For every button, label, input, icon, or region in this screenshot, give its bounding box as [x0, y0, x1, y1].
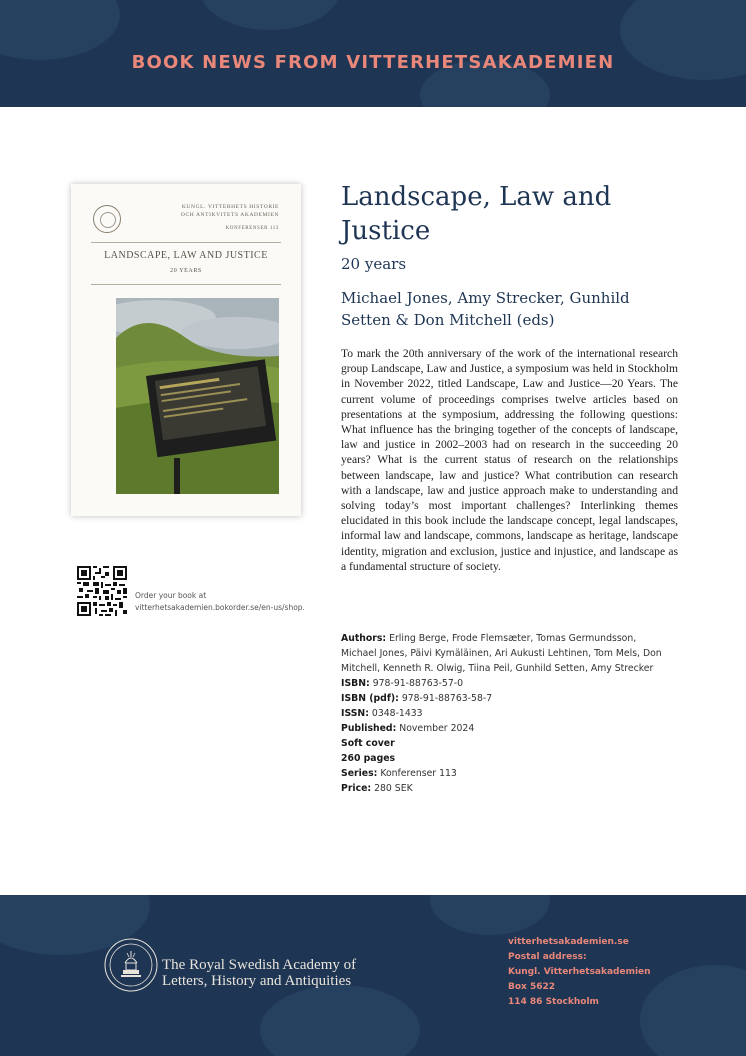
authors-row — [341, 631, 671, 676]
issn-label: ISSN: — [341, 708, 369, 719]
book-subtitle: 20 years — [341, 255, 407, 273]
isbn-row — [341, 676, 671, 691]
divider — [91, 242, 281, 243]
series-label: Series: — [341, 768, 378, 779]
issn-value: 0348-1433 — [371, 708, 423, 719]
decorative-shape — [260, 985, 420, 1056]
postal-label: Postal address: — [508, 952, 587, 962]
contact-info — [508, 935, 651, 1010]
postal-box: Box 5622 — [508, 982, 556, 992]
cover-title: LANDSCAPE, LAW AND JUSTICE — [104, 250, 268, 261]
book-title: Landscape, Law and Justice — [341, 182, 612, 246]
order-text: Order your book at — [135, 591, 207, 600]
binding-value: Soft cover — [341, 738, 395, 749]
cover-photo — [116, 298, 279, 494]
academy-name — [162, 957, 356, 989]
cover-publisher — [139, 203, 279, 219]
cover-series: KONFERENSER 113 — [225, 226, 279, 231]
decorative-shape — [0, 0, 120, 60]
isbn-pdf-value: 978-91-88763-58-7 — [401, 693, 493, 704]
order-info — [135, 590, 305, 614]
postal-city: 114 86 Stockholm — [508, 997, 599, 1007]
published-row — [341, 721, 671, 736]
decorative-shape — [430, 895, 550, 935]
authors-label: Authors: — [341, 633, 387, 644]
binding-row — [341, 736, 671, 751]
price-row — [341, 781, 671, 796]
decorative-shape — [640, 965, 746, 1056]
isbn-pdf-label: ISBN (pdf): — [341, 693, 399, 704]
academy-logo-icon — [103, 937, 159, 993]
page-header-title: BOOK NEWS FROM VITTERHETSAKADEMIEN — [131, 52, 615, 73]
published-label: Published: — [341, 723, 397, 734]
cover-publisher-line: OCH ANTIKVITETS AKADEMIEN — [180, 212, 279, 218]
isbn-pdf-row — [341, 691, 671, 706]
series-value: Konferenser 113 — [380, 768, 457, 779]
book-description: To mark the 20th anniversary of the work of the international research group Landscape, Law and Justice, a symposium was held in Stockholm in November 2022, titled Landscape, Law and Justice—20 Years. The current volume of proceedings comprises twelve articles based on presentations at the symposium, addressing the following questions: What influence has the bringing together of the concepts of landscape, law and justice in 2002–2003 had on research in the succeeding 20 years? What is the current status of research on the relationships between landscape, law and justice? What contribution can research with a landscape, law and justice approach make to understanding and solving today’s most important challenges? Interlinking themes elucidated in this book include the landscape concept, legal landscapes, informal law and landscape, commons, landscape as heritage, landscape identity, migration and exclusion, justice and injustice, and landscape as a fundamental structure of society. — [341, 347, 678, 573]
qr-code-icon[interactable] — [77, 566, 127, 616]
decorative-shape — [200, 0, 340, 30]
academy-name-line: Letters, History and Antiquities — [162, 973, 352, 989]
divider — [91, 284, 281, 285]
academy-seal-icon — [93, 205, 121, 233]
price-value: 280 SEK — [374, 783, 413, 794]
website-link[interactable]: vitterhetsakademien.se — [508, 937, 629, 947]
authors-value: Erling Berge, Frode Flemsæter, Tomas Germundsson, Michael Jones, Päivi Kymäläinen, Ari Aukusti Lehtinen, Tom Mels, Don Mitchell, Kenneth R. Olwig, Tiina Peil, Gunhild Setten, Amy Strecker — [341, 633, 662, 674]
published-value: November 2024 — [399, 723, 475, 734]
header-band — [0, 0, 746, 107]
book-metadata — [341, 631, 671, 796]
academy-name-line: The Royal Swedish Academy of — [162, 957, 357, 973]
isbn-label: ISBN: — [341, 678, 370, 689]
pages-row — [341, 751, 671, 766]
cover-subtitle: 20 YEARS — [170, 268, 202, 274]
book-cover — [71, 184, 301, 516]
price-label: Price: — [341, 783, 372, 794]
issn-row — [341, 706, 671, 721]
cover-publisher-line: KUNGL. VITTERHETS HISTORIE — [181, 204, 279, 210]
footer-band — [0, 895, 746, 1056]
pages-value: 260 pages — [341, 753, 396, 764]
order-link[interactable]: vitterhetsakademien.bokorder.se/en-us/shop. — [135, 603, 305, 612]
series-row — [341, 766, 671, 781]
book-editors: Michael Jones, Amy Strecker, Gunhild Setten & Don Mitchell (eds) — [341, 289, 630, 329]
isbn-value: 978-91-88763-57-0 — [372, 678, 464, 689]
postal-name: Kungl. Vitterhetsakademien — [508, 967, 651, 977]
